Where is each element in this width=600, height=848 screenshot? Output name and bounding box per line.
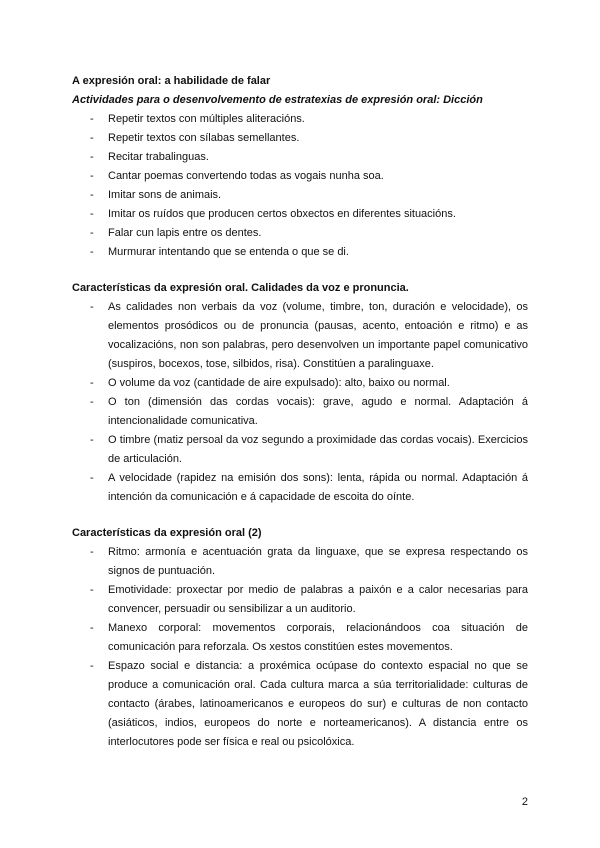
list-item: - Espazo social e distancia: a proxémica ocúpase do contexto espacial no que se produce a comunicación oral. Cada cultura marca a súa territorialidade: culturas de contacto (árabes, latinoamericanos e europeos do sur) e culturas de non contacto (asiáticos, indios, europeos do norte e norteamericanos). A distancia entre os interlocutores pode ser física e real ou psicolóxica. [72,657,528,752]
section-title: A expresión oral: a habilidade de falar [72,75,271,87]
section-subtitle: Actividades para o desenvolvemento de estratexias de expresión oral: Dicción [72,94,483,106]
list-item: - O ton (dimensión das cordas vocais): grave, agudo e normal. Adaptación á intencionalidade comunicativa. [72,393,528,431]
list-item: - O timbre (matiz persoal da voz segundo a proximidade das cordas vocais). Exercicios de articulación. [72,431,528,469]
section-title: Características da expresión oral (2) [72,527,262,539]
spacer [72,262,528,279]
list-item: - Cantar poemas convertendo todas as vogais nunha soa. [72,167,528,186]
list-item: - Emotividade: proxectar por medio de palabras a paixón e a calor necesarias para convencer, persuadir ou sensibilizar a un auditorio. [72,581,528,619]
list-item: - As calidades non verbais da voz (volume, timbre, ton, duración e velocidade), os elementos prosódicos ou de pronuncia (pausas, acento, entoación e ritmo) e as vocalizacións, non son palabras, pero desenvolven un importante papel comunicativo (suspiros, bocexos, tose, silbidos, risa). Constitúen a paralinguaxe. [72,298,528,374]
list-item: - Manexo corporal: movementos corporais, relacionándoos coa situación de comunicación para reforzala. Os xestos constitúen estes movementos. [72,619,528,657]
spacer [72,507,528,524]
list-item: - Falar cun lapis entre os dentes. [72,224,528,243]
list-item: - A velocidade (rapidez na emisión dos sons): lenta, rápida ou normal. Adaptación á intención da comunicación e á capacidade de escoita do oínte. [72,469,528,507]
voice-qualities-list [72,298,528,507]
characteristics-list [72,543,528,752]
section-title: Características da expresión oral. Calidades da voz e pronuncia. [72,282,409,294]
page-content [72,72,528,752]
list-item: - Murmurar intentando que se entenda o que se di. [72,243,528,262]
list-item: - Repetir textos con múltiples aliteracións. [72,110,528,129]
list-item: - Imitar os ruídos que producen certos obxectos en diferentes situacións. [72,205,528,224]
page-number: 2 [521,796,528,808]
list-item: - Ritmo: armonía e acentuación grata da linguaxe, que se expresa respectando os signos de puntuación. [72,543,528,581]
list-item: - O volume da voz (cantidade de aire expulsado): alto, baixo ou normal. [72,374,528,393]
activity-list [72,110,528,262]
list-item: - Recitar trabalinguas. [72,148,528,167]
list-item: - Repetir textos con sílabas semellantes. [72,129,528,148]
list-item: - Imitar sons de animais. [72,186,528,205]
